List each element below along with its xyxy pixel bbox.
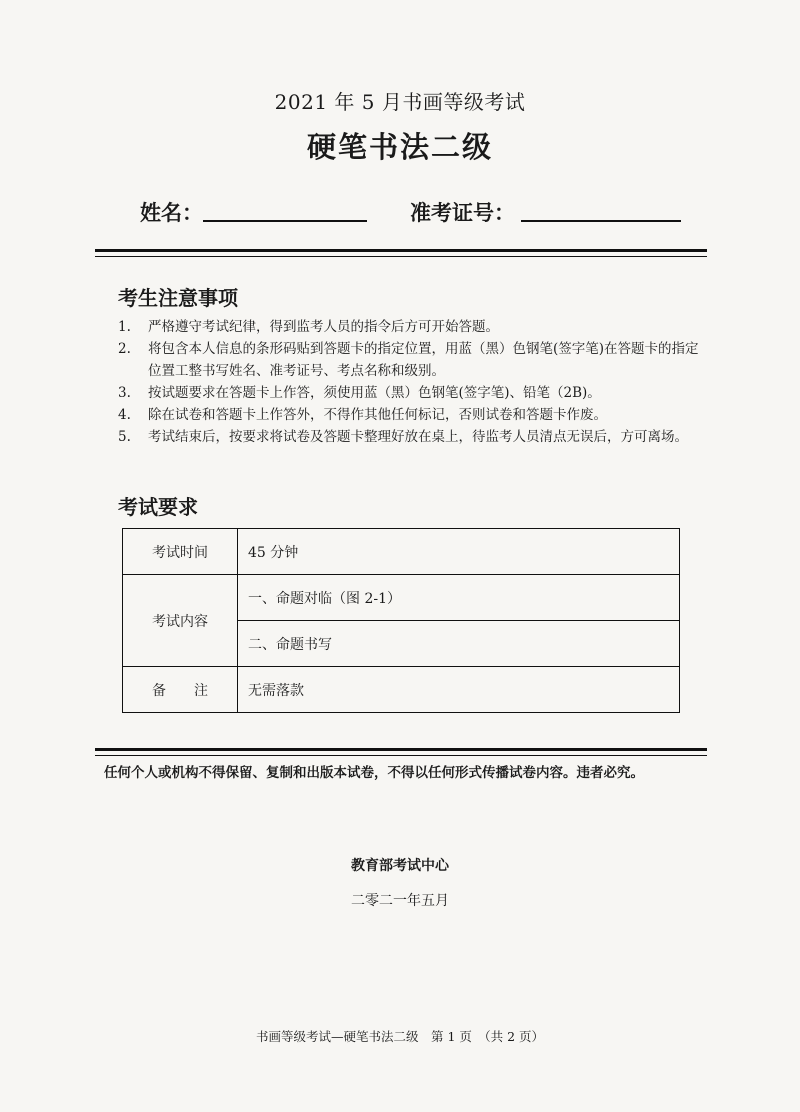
header-divider-thin xyxy=(95,256,707,257)
remark-value-cell: 无需落款 xyxy=(238,667,680,713)
table-row xyxy=(123,575,680,621)
note-number: 5. xyxy=(118,429,131,445)
notes-list xyxy=(118,316,708,448)
requirements-table xyxy=(122,528,680,713)
note-text: 考试结束后，按要求将试卷及答题卡整理好放在桌上，待监考人员清点无误后，方可离场。 xyxy=(148,429,688,445)
name-label: 姓名： xyxy=(140,200,203,225)
exam-id-blank-line xyxy=(521,220,681,222)
remark-label-cell: 备 注 xyxy=(123,667,238,713)
note-number: 4. xyxy=(118,407,131,423)
table-row xyxy=(123,667,680,713)
note-item xyxy=(118,338,708,382)
header-divider-thick xyxy=(95,249,707,252)
exam-id-label: 准考证号： xyxy=(410,200,515,225)
issuer-organization: 教育部考试中心 xyxy=(351,858,449,874)
note-text: 除在试卷和答题卡上作答外，不得作其他任何标记，否则试卷和答题卡作废。 xyxy=(148,407,607,423)
footer-divider-thick xyxy=(95,748,707,751)
time-label-cell: 考试时间 xyxy=(123,529,238,575)
note-text: 严格遵守考试纪律，得到监考人员的指令后方可开始答题。 xyxy=(148,319,499,335)
note-item xyxy=(118,316,708,338)
name-blank-line xyxy=(203,220,367,222)
exam-subject-title: 硬笔书法二级 xyxy=(306,130,493,164)
exam-session-title: 2021 年 5 月书画等级考试 xyxy=(274,90,526,114)
note-number: 3. xyxy=(118,385,131,401)
note-item xyxy=(118,426,708,448)
note-item xyxy=(118,382,708,404)
content-item-cell: 二、命题书写 xyxy=(238,621,680,667)
note-text: 将包含本人信息的条形码贴到答题卡的指定位置，用蓝（黑）色钢笔(签字笔)在答题卡的指定位置工整书写姓名、准考证号、考点名称和级别。 xyxy=(148,341,699,379)
notes-heading: 考生注意事项 xyxy=(118,286,238,310)
note-number: 1. xyxy=(118,319,131,335)
note-item xyxy=(118,404,708,426)
page-footer: 书画等级考试—硬笔书法二级 第 1 页 （共 2 页） xyxy=(255,1029,545,1044)
note-number: 2. xyxy=(118,341,131,357)
issue-date: 二零二一年五月 xyxy=(351,893,449,909)
content-label-cell: 考试内容 xyxy=(123,575,238,667)
content-item-cell: 一、命题对临（图 2-1） xyxy=(238,575,680,621)
time-value-cell: 45 分钟 xyxy=(238,529,680,575)
requirements-heading: 考试要求 xyxy=(118,495,198,519)
copyright-disclaimer: 任何个人或机构不得保留、复制和出版本试卷，不得以任何形式传播试卷内容。违者必究。 xyxy=(104,765,644,781)
table-row xyxy=(123,529,680,575)
note-text: 按试题要求在答题卡上作答，须使用蓝（黑）色钢笔(签字笔)、铅笔（2B)。 xyxy=(148,385,601,401)
footer-divider-thin xyxy=(95,755,707,756)
